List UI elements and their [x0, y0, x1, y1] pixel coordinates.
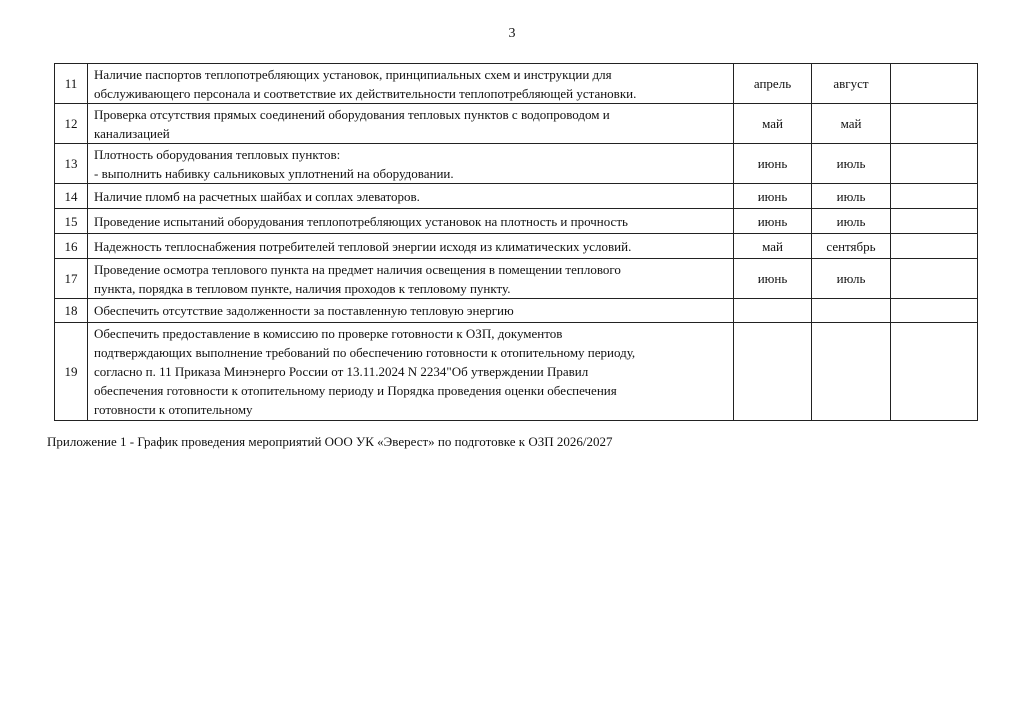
start-month	[734, 299, 812, 323]
description-line: обеспечения готовности к отопительному периоду и Порядка проведения оценки обеспечения	[94, 383, 617, 398]
description-line: Обеспечить отсутствие задолженности за поставленную тепловую энергию	[94, 303, 514, 318]
end-month: июль	[812, 144, 891, 184]
schedule-table	[54, 63, 978, 421]
description-line: Обеспечить предоставление в комиссию по проверке готовности к ОЗП, документов	[94, 326, 563, 341]
row-number: 17	[55, 259, 88, 299]
description-line: Проверка отсутствия прямых соединений оборудования тепловых пунктов с водопроводом и	[94, 106, 610, 122]
end-month: июль	[812, 209, 891, 234]
description-line: Проведение осмотра теплового пункта на предмет наличия освещения в помещении теплового	[94, 261, 621, 277]
description-line: - выполнить набивку сальниковых уплотнений на оборудовании.	[94, 165, 454, 181]
description-line: готовности к отопительному	[94, 402, 253, 417]
notes-cell	[891, 259, 978, 299]
table-row	[55, 184, 978, 209]
end-month: сентябрь	[812, 234, 891, 259]
notes-cell	[891, 234, 978, 259]
table-row	[55, 144, 978, 184]
end-month: май	[812, 104, 891, 144]
end-month: июль	[812, 184, 891, 209]
row-description	[88, 144, 734, 184]
table-row	[55, 299, 978, 323]
end-month: июль	[812, 259, 891, 299]
row-description	[88, 234, 734, 259]
description-line: Наличие пломб на расчетных шайбах и соплах элеваторов.	[94, 188, 420, 204]
start-month: июнь	[734, 209, 812, 234]
row-description	[88, 104, 734, 144]
start-month: апрель	[734, 64, 812, 104]
description-line: подтверждающих выполнение требований по обеспечению готовности к отопительному периоду,	[94, 345, 636, 360]
row-number: 18	[55, 299, 88, 323]
notes-cell	[891, 323, 978, 421]
row-description	[88, 323, 734, 421]
notes-cell	[891, 209, 978, 234]
row-number: 12	[55, 104, 88, 144]
description-line: Наличие паспортов теплопотребляющих установок, принципиальных схем и инструкции для	[94, 66, 612, 82]
start-month: июнь	[734, 184, 812, 209]
start-month: июнь	[734, 259, 812, 299]
description-line: пункта, порядка в тепловом пункте, наличия проходов к тепловому пункту.	[94, 280, 511, 296]
table-row	[55, 209, 978, 234]
notes-cell	[891, 184, 978, 209]
description-line: Плотность оборудования тепловых пунктов:	[94, 146, 341, 162]
notes-cell	[891, 104, 978, 144]
row-number: 14	[55, 184, 88, 209]
notes-cell	[891, 64, 978, 104]
table-row	[55, 104, 978, 144]
row-description	[88, 184, 734, 209]
description-line: Проведение испытаний оборудования теплопотребляющих установок на плотность и прочность	[94, 213, 628, 229]
row-number: 13	[55, 144, 88, 184]
start-month: май	[734, 234, 812, 259]
end-month	[812, 323, 891, 421]
table-row	[55, 64, 978, 104]
row-number: 19	[55, 323, 88, 421]
description-line: Надежность теплоснабжения потребителей тепловой энергии исходя из климатических условий.	[94, 238, 632, 254]
table-caption: Приложение 1 - График проведения мероприятий ООО УК «Эверест» по подготовке к ОЗП 2026/2027	[47, 434, 613, 449]
description-line: согласно п. 11 Приказа Минэнерго России от 13.11.2024 N 2234"Об утверждении Правил	[94, 364, 589, 379]
notes-cell	[891, 144, 978, 184]
row-number: 15	[55, 209, 88, 234]
start-month	[734, 323, 812, 421]
row-number: 11	[55, 64, 88, 104]
start-month: май	[734, 104, 812, 144]
page-number: 3	[508, 26, 516, 41]
table-row	[55, 259, 978, 299]
table-row	[55, 323, 978, 421]
end-month: август	[812, 64, 891, 104]
row-description	[88, 299, 734, 323]
schedule-table-body	[55, 64, 978, 421]
end-month	[812, 299, 891, 323]
description-line: канализацией	[94, 125, 170, 141]
description-line: обслуживающего персонала и соответствие их действительности теплопотребляющей установки.	[94, 85, 637, 101]
row-number: 16	[55, 234, 88, 259]
row-description	[88, 64, 734, 104]
start-month: июнь	[734, 144, 812, 184]
table-row	[55, 234, 978, 259]
row-description	[88, 209, 734, 234]
row-description	[88, 259, 734, 299]
notes-cell	[891, 299, 978, 323]
